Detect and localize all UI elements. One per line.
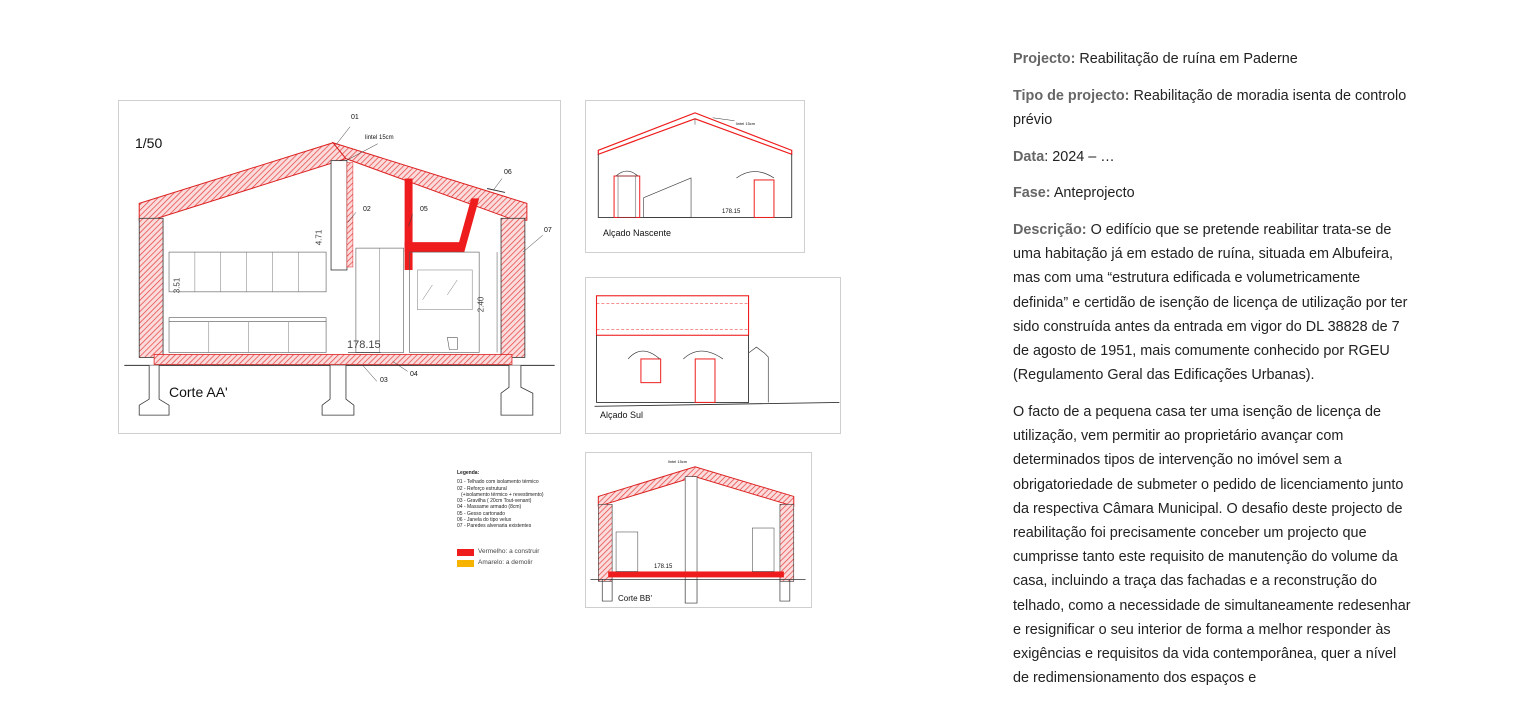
legend-item: 03 - Gravilha ( 20cm Tout-venant): [457, 498, 532, 505]
drawing-alcado-nascente[interactable]: [585, 100, 805, 253]
callout-07: 07: [544, 227, 552, 234]
project-info: [1013, 47, 1413, 703]
callout-03: 03: [380, 377, 388, 384]
callout-01: 01: [351, 114, 359, 121]
drawing-scale-label: 1/50: [135, 135, 163, 151]
lintel-note-bb: lintel 15cm: [668, 459, 688, 464]
legend-demolish-row: [457, 558, 567, 569]
floor-slab: [154, 354, 512, 364]
corte-bb-svg: [586, 453, 811, 607]
callout-06: 06: [504, 169, 512, 176]
legend-construct-row: [457, 547, 567, 558]
drawing-legend: [457, 470, 567, 569]
callout-04: 04: [410, 371, 418, 378]
legend-demolish-label: Amarelo: a demolir: [478, 559, 533, 567]
red-swatch-icon: [457, 549, 474, 556]
data-label: Data: [1013, 148, 1045, 165]
yellow-swatch-icon: [457, 560, 474, 567]
info-projecto: [1013, 47, 1413, 71]
legend-item: 01 - Telhado com isolamento térmico: [457, 479, 539, 486]
legend-item: 02 - Reforço estrutural: [457, 485, 507, 492]
callout-02: 02: [363, 206, 371, 213]
fase-label: Fase:: [1013, 185, 1051, 202]
info-fase: [1013, 181, 1413, 205]
wall-right: [501, 218, 525, 357]
info-descricao: [1013, 218, 1413, 387]
legend-item: 06 - Janela do tipo velux: [457, 517, 512, 524]
info-paragraph-2: O facto de a pequena casa ter uma isenção de licença de utilização, vem permitir ao proprietário avançar com determinados tipos de intervenção no imóvel sem a obrigatoriedade de submeter o pedido de licenciamento junto da respectiva Câmara Municipal. O desafio deste projecto de reabilitação foi precisamente conceber um projecto que cumprisse tanto este requisito de manutenção do volume da casa, incluindo a traça das fachadas e a reconstrução do telhado, como a necessidade de simultaneamente redesenhar e resignificar o seu interior de forma a melhor responder às exigências e requisitos da vida contemporânea, quer a nível de redimensionamento dos espaços e: [1013, 403, 1411, 687]
lintel-note-nascente: lintel 15cm: [736, 121, 756, 126]
legend-item: 05 - Gesso cartonado: [457, 510, 506, 517]
wall-center: [331, 161, 347, 270]
drawing-title-alcado-sul: Alçado Sul: [600, 410, 644, 420]
tipo-value: Reabilitação de moradia isenta de controlo prévio: [1013, 87, 1407, 128]
drawing-corte-aa[interactable]: [118, 100, 561, 434]
callout-05: 05: [420, 206, 428, 213]
drawing-title-corte-aa: Corte AA': [169, 384, 228, 400]
info-tipo: [1013, 84, 1413, 132]
descricao-label: Descrição:: [1013, 222, 1087, 239]
legend-item: 07 - Paredes alvenaria existentes: [457, 523, 532, 530]
level-label-nascente: 178.15: [722, 209, 741, 215]
drawing-alcado-sul[interactable]: [585, 277, 841, 434]
drawing-title-corte-bb: Corte BB': [618, 594, 652, 603]
projecto-value: Reabilitação de ruína em Paderne: [1079, 51, 1298, 67]
legend-item: (+isolamento térmico + revestimento): [461, 491, 544, 498]
drawing-title-alcado-nascente: Alçado Nascente: [603, 228, 672, 238]
drawing-corte-bb[interactable]: [585, 452, 812, 608]
kitchen-upper-cabinets: [169, 252, 326, 292]
legend-title: Legenda:: [457, 470, 480, 476]
projecto-label: Projecto:: [1013, 51, 1076, 67]
descricao-value: O edifício que se pretende reabilitar trata-se de uma habitação já em estado de ruína, situada em Albufeira, mas com uma “estrutura edificada e volumetricamente definida” e certidão de isenção de licença de utilização por ter sido construída antes da entrada em vigor do DL 38828 de 7 de agosto de 1951, mais comumente conhecido por RGEU (Regulamento Geral das Edificações Urbanas).: [1013, 222, 1408, 384]
dim-label-height-1: 4.71: [314, 229, 324, 246]
legend-item: 04 - Massame armado (8cm): [457, 504, 522, 511]
tipo-label: Tipo de projecto:: [1013, 87, 1130, 104]
wall-left: [139, 218, 163, 357]
fase-value: Anteprojecto: [1053, 185, 1135, 202]
roof-left-slope: [139, 143, 346, 221]
new-wall-05: [405, 179, 413, 270]
level-label-bb: 178.15: [654, 564, 673, 570]
dim-label-height-2: 3.51: [172, 277, 182, 294]
data-value: : 2024 – …: [1044, 148, 1115, 165]
level-label: 178.15: [347, 339, 381, 351]
legend-construct-label: Vermelho: a construir: [478, 548, 540, 556]
info-data: [1013, 145, 1413, 169]
kitchen-lower-cabinets: [169, 318, 326, 353]
dim-label-height-3: 2.40: [476, 296, 486, 313]
lintel-note: lintel 15cm: [365, 135, 394, 141]
